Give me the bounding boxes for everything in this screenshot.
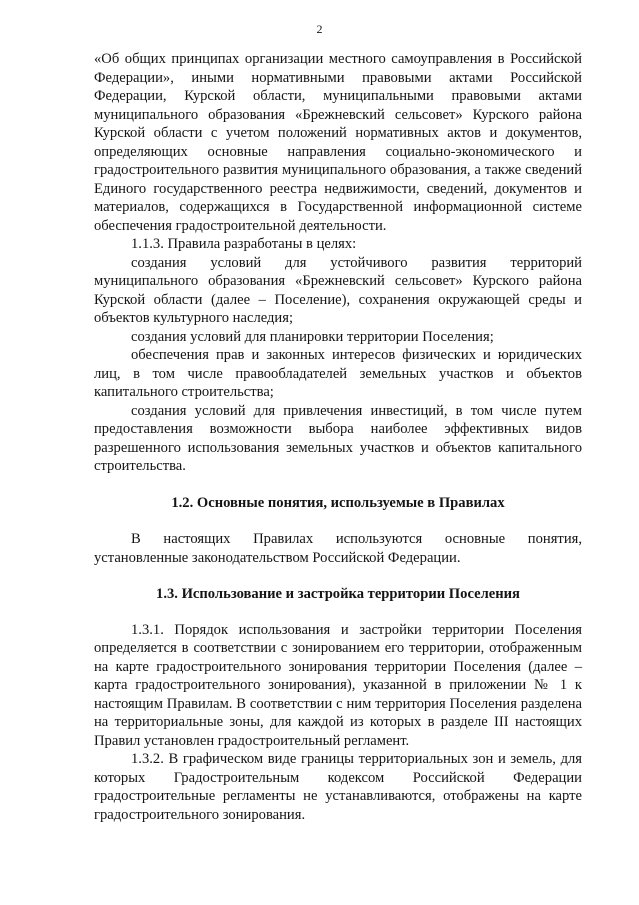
clause-1-3-1: 1.3.1. Порядок использования и застройки территории Поселения определяется в соответствии с зонированием его территории, отображенным на карте градостроительного зонирования территории Поселения (далее – карта градостроительного зонирования), указанной в приложении № 1 к настоящим Правилам. В соответствии с ним территория Поселения разделена на территориальные зоны, для каждой из которых в разделе III настоящих Правил установлен градостроительный регламент. <box>94 621 582 749</box>
clause-1-1-3: 1.1.3. Правила разработаны в целях: <box>131 236 357 252</box>
section-heading-1-2: 1.2. Основные понятия, используемые в Правилах <box>171 494 505 511</box>
section-1-2-text: В настоящих Правилах используются основные понятия, установленные законодательством Российской Федерации. <box>94 531 582 566</box>
page-number: 2 <box>316 22 323 36</box>
goal-item: создания условий для планировки территории Поселения; <box>131 328 494 345</box>
clause-1-3-2: 1.3.2. В графическом виде границы территориальных зон и земель, для которых Градостроительным кодексом Российской Федерации градостроительные регламенты не устанавливаются, отображены на карте градостроительного зонирования. <box>94 751 582 823</box>
document-body <box>94 50 582 824</box>
goal-item: обеспечения прав и законных интересов физических и юридических лиц, в том числе правообладателей земельных участков и объектов капитального строительства; <box>94 347 582 400</box>
intro-paragraph: «Об общих принципах организации местного самоуправления в Российской Федерации», иными нормативными правовыми актами Российской Федерации, Курской области, муниципальными правовыми актами муниципального образования «Брежневский сельсовет» Курского района Курской области с учетом положений нормативных актов и документов, определяющих основные направления социально-экономического и градостроительного развития муниципального образования, а также сведений Единого государственного реестра недвижимости, сведений, документов и материалов, содержащихся в Государственной информационной системе обеспечения градостроительной деятельности. <box>94 51 582 234</box>
goal-item: создания условий для устойчивого развития территорий муниципального образования «Брежневский сельсовет» Курского района Курской области (далее – Поселение), сохранения окружающей среды и объектов культурного наследия; <box>94 254 582 326</box>
section-heading-1-3: 1.3. Использование и застройка территории Поселения <box>156 586 520 602</box>
goal-item: создания условий для привлечения инвестиций, в том числе путем предоставления возможности выбора наиболее эффективных видов разрешенного использования земельных участков и объектов капитального строительства. <box>94 402 582 474</box>
